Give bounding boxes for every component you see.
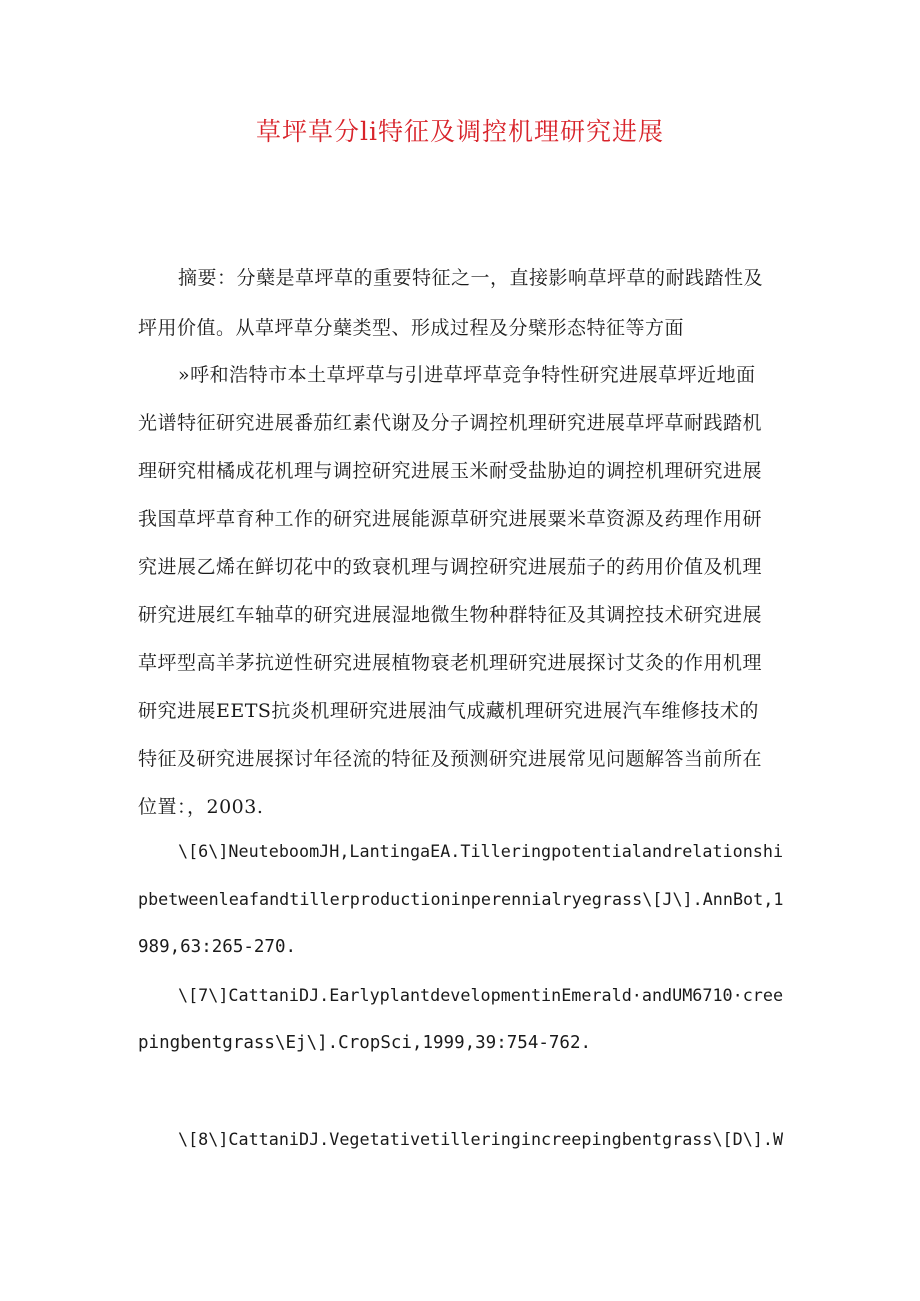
reference-line: \[6\]NeuteboomJH,LantingaEA.Tilleringpotentialandrelationshi xyxy=(178,841,784,861)
body-line: 究进展乙烯在鲜切花中的致衰机理与调控研究进展茄子的药用价值及机理 xyxy=(138,556,763,578)
body-line: 研究进展红车轴草的研究进展湿地微生物种群特征及其调控技术研究进展 xyxy=(138,604,763,626)
reference-line: \[8\]CattaniDJ.Vegetativetilleringincreepingbentgrass\[D\].W xyxy=(178,1129,784,1149)
abstract-line: 坪用价值。从草坪草分蘖类型、形成过程及分檗形态特征等方面 xyxy=(138,317,685,339)
abstract-line: 摘要：分蘖是草坪草的重要特征之一，直接影响草坪草的耐践踏性及 xyxy=(178,267,764,289)
body-line: 光谱特征研究进展番茄红素代谢及分子调控机理研究进展草坪草耐践踏机 xyxy=(138,412,763,434)
body-line: 研究进展EETS抗炎机理研究进展油气成藏机理研究进展汽车维修技术的 xyxy=(138,700,759,722)
body-line: 位置：，2003. xyxy=(138,796,264,818)
body-line: 理研究柑橘成花机理与调控研究进展玉米耐受盐胁迫的调控机理研究进展 xyxy=(138,460,763,482)
body-line: »呼和浩特市本土草坪草与引进草坪草竞争特性研究进展草坪近地面 xyxy=(178,364,756,386)
reference-line: \[7\]CattaniDJ.EarlyplantdevelopmentinEmerald·andUM6710·cree xyxy=(178,985,784,1005)
document-title: 草坪草分li特征及调控机理研究进展 xyxy=(256,117,664,146)
body-line: 特征及研究进展探讨年径流的特征及预测研究进展常见问题解答当前所在 xyxy=(138,748,763,770)
body-line: 草坪型高羊茅抗逆性研究进展植物衰老机理研究进展探讨艾灸的作用机理 xyxy=(138,652,763,674)
body-line: 我国草坪草育种工作的研究进展能源草研究进展粟米草资源及药理作用研 xyxy=(138,508,763,530)
reference-line: 989,63:265-270. xyxy=(138,937,297,957)
reference-line: pingbentgrass\Ej\].CropSci,1999,39:754-762. xyxy=(138,1033,592,1053)
reference-line: pbetweenleafandtillerproductioninperennialryegrass\[J\].AnnBot,1 xyxy=(138,889,784,909)
